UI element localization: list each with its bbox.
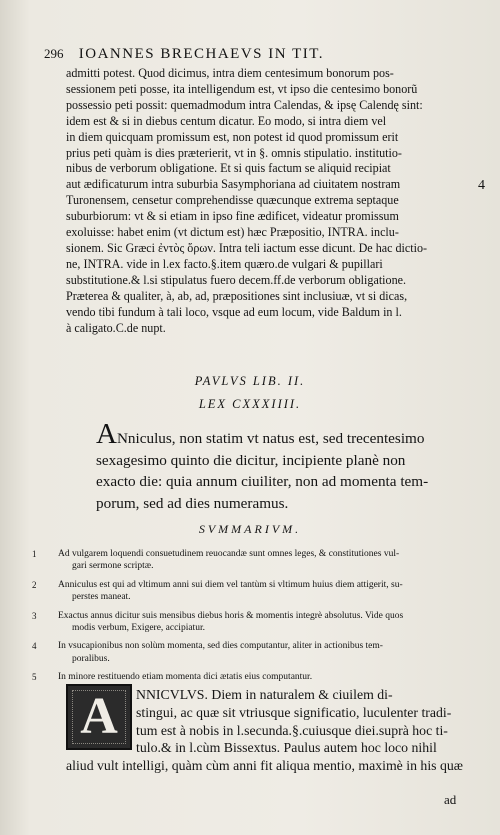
text-line: vendo tibi fundum à tali loco, vsque ad eum locum, vide Baldum in l.: [66, 304, 402, 319]
text-line: ne, INTRA. vide in l.ex facto.§.item quæro.de vulgari & pupillari: [66, 256, 383, 271]
lex-heading: LEX CXXXIIII.: [198, 397, 302, 411]
text-line: tum est à nobis in l.secunda.§.cuiusque diei.suprà hoc ti-: [136, 722, 448, 738]
summary-item: [32, 579, 468, 604]
summary-item: [32, 610, 468, 635]
section-heading: PAVLVS LIB. II.: [194, 374, 306, 388]
summary-number: 1: [32, 549, 37, 559]
text-line: prius peti quàm is dies præterierit, vt in §. omnis stipulatio. institutio-: [66, 145, 402, 160]
lex-line: ANniculus, non statim vt natus est, sed trecentesimo: [96, 424, 476, 450]
text-line: aut ædificaturum intra suburbia Sasymphoriana ad ciuitatem nostram: [66, 177, 401, 192]
text-line: idem est & si in diebus centum dicatur. Eo modo, si intra diem vel: [66, 113, 387, 128]
text-line: sessionem peti posse, ita intelligendum est, vt ipso die centesimo bonorũ: [66, 81, 418, 96]
catchword: ad: [444, 792, 457, 807]
running-header: [44, 46, 464, 63]
summary-number: 2: [32, 579, 37, 590]
decorated-initial: [66, 684, 132, 750]
summary-line: Anniculus est qui ad vltimum anni sui diem vel tantùm si vltimum huius diem attigerit, su-: [58, 579, 403, 590]
commentary-text-full: [66, 757, 476, 775]
lex-text: [96, 424, 476, 514]
text-line: à caligato.C.de nupt.: [66, 320, 166, 335]
text-line: tulo.& in l.cùm Bissextus. Paulus autem hoc loco nihil: [136, 740, 437, 756]
marginal-mark: 4: [478, 178, 485, 193]
text-line: suburbiorum: vt & si etiam in ipso fine ædificet, videatur promissum: [66, 209, 399, 224]
text-line: stingui, ac quæ sit vtriusque significatio, luculenter tradi-: [136, 704, 452, 720]
text-line: Turonensem, censetur comprehendisse quæcunque extrema septaque: [66, 193, 399, 208]
lex-line: porum, sed ad dies numeramus.: [96, 494, 289, 512]
initial-letter: A: [80, 688, 118, 745]
summary-item: [32, 548, 468, 573]
text-line: possessio peti possit: quemadmodum intra Calendas, & ipsę Calendę sint:: [66, 97, 423, 112]
summary-list: [32, 548, 468, 690]
text-line: admitti potest. Quod dicimus, intra diem centesimum bonorum pos-: [66, 66, 394, 80]
initial-ornament: [72, 690, 126, 744]
summary-line: Ad vulgarem loquendi consuetudinem reuocandæ sunt omnes leges, & constitutiones vul-: [58, 549, 400, 559]
page-number: 296: [44, 46, 64, 61]
text-line: in diem quicquam promissum est, non potest id quod promissum erit: [66, 129, 399, 144]
lex-line: sexagesimo quinto die dicitur, incipiente planè non: [96, 451, 406, 469]
summary-line: poralibus.: [72, 653, 110, 664]
text-line: exoluisse: habet enim (vt dictum est) hæc Præpositio, INTRA. inclu-: [66, 225, 399, 240]
summary-number: 5: [32, 672, 37, 683]
text-line: substitutione.& l.si stipulatus fuero decem.ff.de verborum obligatione.: [66, 272, 407, 287]
summary-line: gari sermone scriptæ.: [72, 561, 154, 572]
text-line: sionem. Sic Græci ἐντὸς ὅρων. Intra teli iactum esse dicunt. De hac dictio-: [66, 240, 428, 255]
text-line: Præterea & qualiter, à, ab, ad, præpositiones sint inclusiuæ, vt si dicas,: [66, 288, 408, 303]
summary-item: [32, 640, 468, 665]
running-title: IOANNES BRECHAEVS IN TIT.: [78, 46, 325, 62]
summary-number: 3: [32, 610, 37, 621]
summary-line: Exactus annus dicitur suis mensibus diebus horis & momentis integrè absolutus. Vide quos: [58, 610, 404, 621]
commentary-text: [66, 66, 472, 336]
text-line: aliud vult intelligi, quàm cùm anni fit aliqua mentio, maximè in his quæ: [66, 758, 463, 773]
lex-initial: A: [96, 424, 117, 450]
summary-line: In vsucapionibus non solùm momenta, sed dies computantur, aliter in actionibus tem-: [58, 641, 383, 652]
summary-item: [32, 671, 468, 683]
text-line: NNICVLVS. Diem in naturalem & ciuilem di-: [136, 687, 393, 702]
summary-line: perstes maneat.: [72, 592, 131, 603]
summary-line: In minore restituendo etiam momenta dici ætatis eius computantur.: [58, 672, 313, 683]
commentary-text-beside-initial: [136, 686, 476, 757]
summary-line: modis verbum, Exigere, accipiatur.: [72, 623, 205, 634]
summary-heading: SVMMARIVM.: [198, 522, 302, 536]
lex-line: exacto die: quia annum ciuiliter, non ad momenta tem-: [96, 473, 429, 490]
text-line: nibus de verborum obligatione. Et si quis factum se aliquid recipiat: [66, 161, 391, 176]
summary-number: 4: [32, 641, 37, 652]
